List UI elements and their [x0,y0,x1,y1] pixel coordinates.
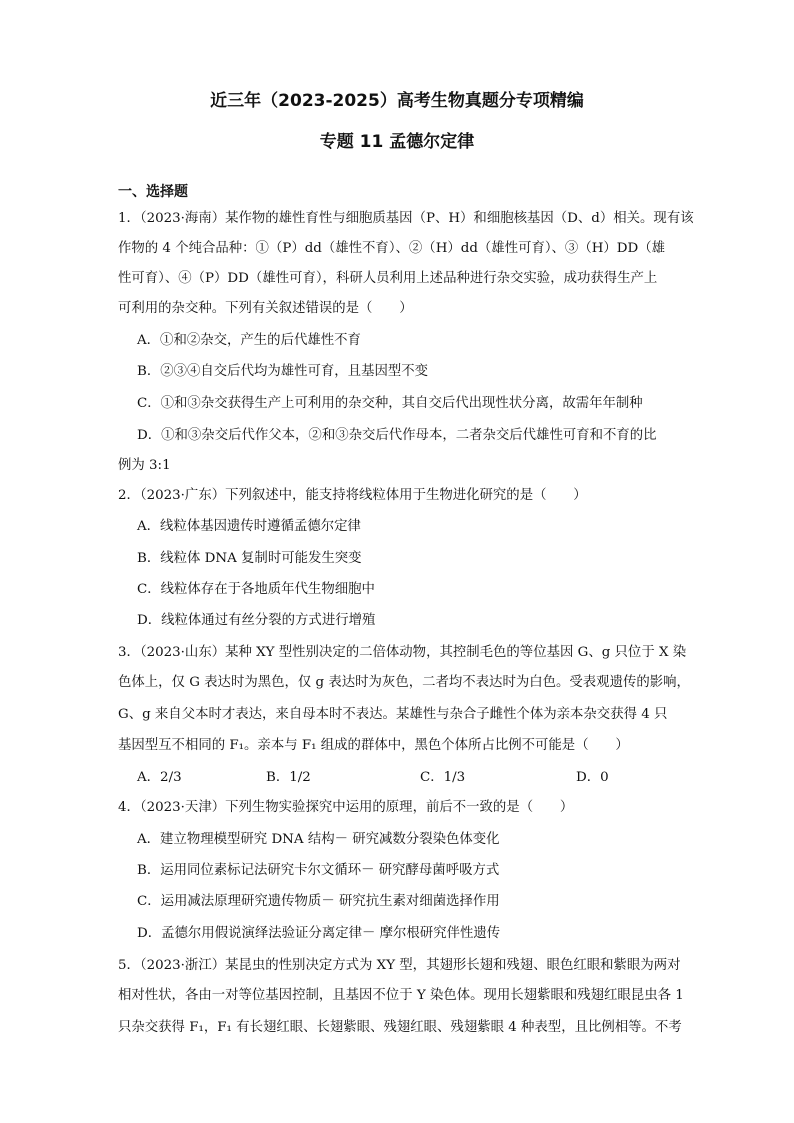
section-heading: 一、选择题 [118,184,188,200]
question-3-stem-line-2: 色体上，仅 G 表达时为黑色，仅 g 表达时为灰色，二者均不表达时为白色。受表观遗传的影响， [118,675,690,690]
question-4-stem-line-1: 4．（2023·天津）下列生物实验探究中运用的原理，前后不一致的是（ ） [118,800,574,815]
question-1-option-d-continued: 例为 3:1 [118,458,171,473]
question-4-option-a: A．建立物理模型研究 DNA 结构－ 研究减数分裂染色体变化 [137,832,500,847]
question-3-option-b: B．1/2 [266,770,311,785]
question-3-option-a: A．2/3 [137,770,182,785]
question-2-stem-line-1: 2．（2023·广东）下列叙述中，能支持将线粒体用于生物进化研究的是（ ） [118,488,587,503]
question-5-stem-line-1: 5．（2023·浙江）某昆虫的性别决定方式为 XY 型，其翅形长翅和残翅、眼色红眼和紫眼为两对 [118,958,681,973]
question-2-option-a: A．线粒体基因遗传时遵循孟德尔定律 [137,519,361,534]
question-1-stem-line-3: 性可育）、④（P）DD（雄性可育），科研人员利用上述品种进行杂交实验，成功获得生产上 [118,271,658,286]
question-2-option-c: C．线粒体存在于各地质年代生物细胞中 [137,582,375,597]
question-1-option-d: D．①和③杂交后代作父本，②和③杂交后代作母本，二者杂交后代雄性可育和不育的比 [137,428,657,443]
question-4-option-c: C．运用减法原理研究遗传物质－ 研究抗生素对细菌选择作用 [137,894,500,909]
question-1-stem-line-2: 作物的 4 个纯合品种：①（P）dd（雄性不育）、②（H）dd（雄性可育）、③（H）DD（雄 [118,241,666,256]
question-5-stem-line-2: 相对性状，各由一对等位基因控制，且基因不位于 Y 染色体。现用长翅紫眼和残翅红眼昆虫各 1 [118,988,684,1003]
question-3-stem-line-4: 基因型互不相同的 F₁。亲本与 F₁ 组成的群体中，黑色个体所占比例不可能是（ ） [118,738,629,753]
question-4-option-b: B．运用同位素标记法研究卡尔文循环－ 研究酵母菌呼吸方式 [137,863,500,878]
question-3-stem-line-1: 3．（2023·山东）某种 XY 型性别决定的二倍体动物，其控制毛色的等位基因 G、g 只位于 X 染 [118,645,687,660]
question-4-option-d: D．孟德尔用假说演绎法验证分离定律－ 摩尔根研究伴性遗传 [137,926,501,941]
question-3-options-row [118,770,678,786]
question-3-option-c: C．1/3 [420,770,466,785]
question-1-option-c: C．①和③杂交获得生产上可利用的杂交种，其自交后代出现性状分离，故需年年制种 [137,396,643,411]
question-3-stem-line-3: G、g 来自父本时才表达，来自母本时不表达。某雄性与杂合子雌性个体为亲本杂交获得 4 只 [118,707,668,722]
question-3-option-d: D．0 [576,770,609,785]
document-subtitle: 专题 11 孟德尔定律 [319,132,475,152]
question-1-option-b: B．②③④自交后代均为雄性可育，且基因型不变 [137,364,429,379]
question-2-option-b: B．线粒体 DNA 复制时可能发生突变 [137,551,362,566]
question-1-option-a: A．①和②杂交，产生的后代雄性不育 [137,333,361,348]
document-title: 近三年（2023-2025）高考生物真题分专项精编 [210,91,584,111]
question-5-stem-line-3: 只杂交获得 F₁，F₁ 有长翅红眼、长翅紫眼、残翅红眼、残翅紫眼 4 种表型，且比例相等。不考 [118,1020,682,1035]
question-2-option-d: D．线粒体通过有丝分裂的方式进行增殖 [137,613,376,628]
question-1-stem-line-4: 可利用的杂交种。下列有关叙述错误的是（ ） [118,301,413,316]
question-1-stem-line-1: 1．（2023·海南）某作物的雄性育性与细胞质基因（P、H）和细胞核基因（D、d）相关。现有该 [118,211,694,226]
